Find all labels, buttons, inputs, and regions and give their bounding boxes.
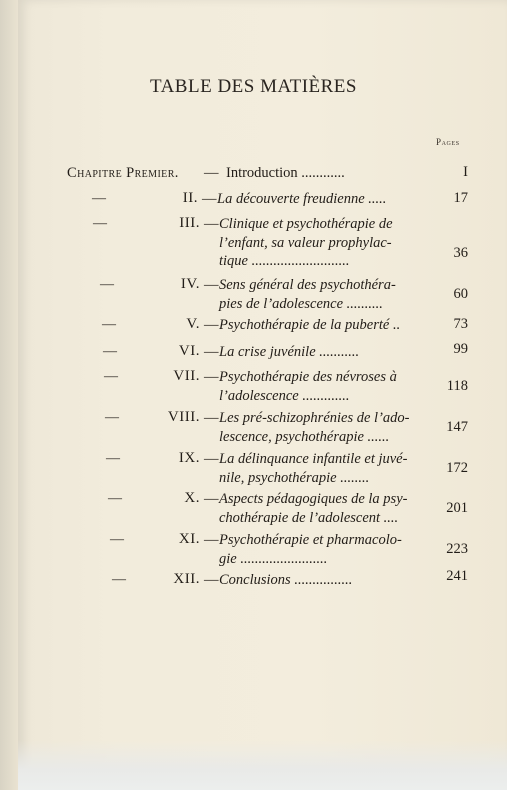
ditto-dash: —: [110, 532, 124, 547]
chapter-numeral: IX.: [178, 450, 200, 466]
ditto-dash: —: [104, 369, 118, 384]
page-number: 172: [446, 460, 468, 476]
entry-title-line: l’enfant, sa valeur prophylac-: [219, 234, 392, 251]
entry-title-line: Psychothérapie de la puberté ..: [219, 317, 401, 333]
entry-title-line: lescence, psychothérapie ......: [219, 428, 390, 445]
entry-title-line: Conclusions ................: [219, 572, 353, 588]
ditto-dash: —: [93, 216, 107, 231]
chapter-numeral: III.: [179, 215, 200, 231]
ditto-dash: —: [112, 572, 126, 587]
entry-separator: —: [204, 277, 219, 293]
entry-title-line: Psychothérapie des névroses à: [219, 369, 397, 385]
page-number: 241: [446, 568, 468, 584]
entry-separator: —: [202, 191, 217, 207]
entry-separator: —: [204, 165, 219, 181]
entry-title: Introduction ............: [226, 165, 345, 181]
pages-column-header: Pages: [436, 137, 460, 147]
entry-title-line: Les pré-schizophrénies de l’ado-: [219, 410, 410, 426]
ditto-dash: —: [102, 317, 116, 332]
chapter-numeral: XI.: [178, 531, 200, 547]
entry-title-line: La crise juvénile ...........: [219, 344, 360, 360]
entry-separator: —: [204, 369, 219, 385]
ditto-dash: —: [103, 344, 117, 359]
entry-title-line: La découverte freudienne .....: [217, 191, 387, 207]
page-number: 17: [453, 190, 468, 206]
page-number: 147: [446, 419, 468, 435]
entry-title-line: Clinique et psychothérapie de: [219, 216, 393, 232]
chapter-numeral: VII.: [173, 368, 200, 384]
entry-title-line: La délinquance infantile et juvé-: [219, 451, 408, 467]
ditto-dash: —: [105, 410, 119, 425]
chapter-numeral: VI.: [178, 343, 200, 359]
entry-separator: —: [204, 451, 219, 467]
page-number: 60: [453, 286, 468, 302]
chapter-numeral: IV.: [180, 276, 200, 292]
entry-title-line: gie ........................: [219, 550, 328, 567]
entry-title-line: nile, psychothérapie ........: [219, 469, 370, 486]
chapter-numeral: VIII.: [167, 409, 200, 425]
ditto-dash: —: [106, 451, 120, 466]
entry-separator: —: [204, 317, 219, 333]
chapter-numeral: XII.: [173, 571, 200, 587]
ditto-dash: —: [92, 191, 106, 206]
entry-title-line: tique ...........................: [219, 253, 350, 269]
chapter-label: Chapitre Premier.: [67, 165, 179, 181]
page-number: 99: [453, 341, 468, 357]
page-number: 36: [453, 245, 468, 261]
ditto-dash: —: [108, 491, 122, 506]
page-number: 118: [446, 378, 468, 394]
page-number: 73: [453, 316, 468, 332]
entry-title-line: l’adolescence .............: [219, 387, 350, 404]
page-title: TABLE DES MATIÈRES: [150, 76, 357, 97]
page-bottom-edge: [18, 740, 507, 790]
entry-separator: —: [204, 410, 219, 426]
entry-title-line: Sens général des psychothéra-: [219, 277, 396, 293]
entry-title-line: chothérapie de l’adolescent ....: [219, 509, 399, 526]
entry-separator: —: [204, 572, 219, 588]
entry-separator: —: [204, 344, 219, 360]
entry-separator: —: [204, 216, 219, 232]
chapter-numeral: II.: [182, 190, 198, 206]
entry-title-line: pies de l’adolescence ..........: [219, 295, 383, 312]
page-number: I: [463, 164, 468, 180]
ditto-dash: —: [100, 277, 114, 292]
chapter-numeral: V.: [186, 316, 200, 332]
chapter-numeral: X.: [184, 490, 200, 506]
page-number: 201: [446, 500, 468, 516]
entry-separator: —: [204, 532, 219, 548]
entry-title-line: Aspects pédagogiques de la psy-: [219, 491, 408, 507]
page-number: 223: [446, 541, 468, 557]
entry-separator: —: [204, 491, 219, 507]
entry-title-line: Psychothérapie et pharmacolo-: [219, 532, 402, 548]
